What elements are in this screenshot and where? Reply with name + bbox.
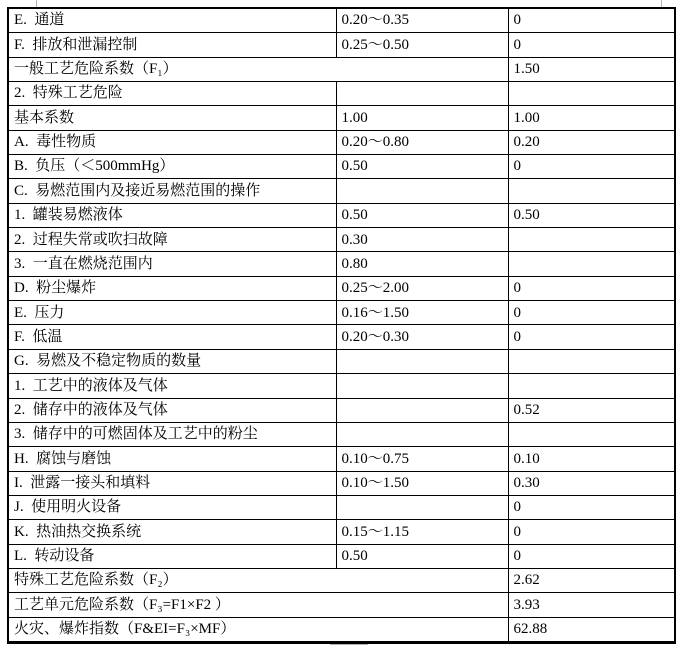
range-cell[interactable]: 0.50: [336, 155, 508, 179]
table-row: [8, 568, 675, 592]
fei-risk-table: [7, 7, 676, 644]
table-row: [8, 471, 675, 495]
item-cell[interactable]: 火灾、爆炸指数（F&EI=F₃×MF）: [8, 617, 508, 642]
value-cell[interactable]: [508, 82, 675, 106]
table-row: [8, 593, 675, 617]
table-row: [8, 495, 675, 519]
table-row: [8, 398, 675, 422]
range-cell[interactable]: 0.30: [336, 228, 508, 252]
table-row: [8, 179, 675, 203]
table-row: [8, 349, 675, 373]
value-cell[interactable]: 0: [508, 544, 675, 568]
ruler-tick-top-right: [661, 0, 662, 7]
item-cell[interactable]: G. 易燃及不稳定物质的数量: [8, 349, 336, 373]
range-cell[interactable]: 0.15～1.15: [336, 520, 508, 544]
value-cell[interactable]: 0: [508, 325, 675, 349]
item-cell[interactable]: F. 低温: [8, 325, 336, 349]
item-cell[interactable]: 2. 特殊工艺危险: [8, 82, 336, 106]
range-cell[interactable]: [336, 179, 508, 203]
value-cell[interactable]: 0: [508, 520, 675, 544]
table-row: [8, 203, 675, 227]
table-row: [8, 276, 675, 300]
value-cell[interactable]: 0.10: [508, 447, 675, 471]
value-cell[interactable]: 0.50: [508, 203, 675, 227]
range-cell[interactable]: 1.00: [336, 106, 508, 130]
item-cell[interactable]: C. 易燃范围内及接近易燃范围的操作: [8, 179, 336, 203]
range-cell[interactable]: 0.20～0.30: [336, 325, 508, 349]
table-row: [8, 252, 675, 276]
fei-table-body: [8, 8, 675, 642]
value-cell[interactable]: 2.62: [508, 568, 675, 592]
item-cell[interactable]: E. 压力: [8, 301, 336, 325]
item-cell[interactable]: F. 排放和泄漏控制: [8, 33, 336, 57]
item-cell[interactable]: 1. 罐装易燃液体: [8, 203, 336, 227]
table-row: [8, 374, 675, 398]
range-cell[interactable]: 0.10～0.75: [336, 447, 508, 471]
item-cell[interactable]: K. 热油热交换系统: [8, 520, 336, 544]
value-cell[interactable]: [508, 422, 675, 446]
table-row: [8, 447, 675, 471]
table-row: [8, 301, 675, 325]
value-cell[interactable]: 0: [508, 33, 675, 57]
table-row: [8, 155, 675, 179]
value-cell[interactable]: [508, 374, 675, 398]
range-cell[interactable]: [336, 374, 508, 398]
item-cell[interactable]: 特殊工艺危险系数（F₂）: [8, 568, 508, 592]
table-row: [8, 520, 675, 544]
value-cell[interactable]: 0.52: [508, 398, 675, 422]
value-cell[interactable]: [508, 349, 675, 373]
range-cell[interactable]: [336, 82, 508, 106]
item-cell[interactable]: L. 转动设备: [8, 544, 336, 568]
item-cell[interactable]: E. 通道: [8, 8, 336, 33]
range-cell[interactable]: [336, 422, 508, 446]
value-cell[interactable]: 1.00: [508, 106, 675, 130]
table-row: [8, 33, 675, 57]
item-cell[interactable]: H. 腐蚀与磨蚀: [8, 447, 336, 471]
range-cell[interactable]: [336, 398, 508, 422]
range-cell[interactable]: [336, 349, 508, 373]
range-cell[interactable]: 0.16～1.50: [336, 301, 508, 325]
table-row: [8, 617, 675, 642]
value-cell[interactable]: 0: [508, 155, 675, 179]
table-row: [8, 106, 675, 130]
item-cell[interactable]: B. 负压（＜500mmHg）: [8, 155, 336, 179]
table-row: [8, 325, 675, 349]
item-cell[interactable]: A. 毒性物质: [8, 130, 336, 154]
range-cell[interactable]: 0.10～1.50: [336, 471, 508, 495]
ruler-tick-top-left: [36, 0, 37, 7]
value-cell[interactable]: 0: [508, 8, 675, 33]
value-cell[interactable]: 1.50: [508, 57, 675, 81]
value-cell[interactable]: 3.93: [508, 593, 675, 617]
item-cell[interactable]: 基本系数: [8, 106, 336, 130]
table-row: [8, 228, 675, 252]
value-cell[interactable]: 0.30: [508, 471, 675, 495]
range-cell[interactable]: 0.50: [336, 544, 508, 568]
item-cell[interactable]: D. 粉尘爆炸: [8, 276, 336, 300]
value-cell[interactable]: [508, 252, 675, 276]
value-cell[interactable]: 0: [508, 495, 675, 519]
range-cell[interactable]: 0.20～0.80: [336, 130, 508, 154]
range-cell[interactable]: 0.20～0.35: [336, 8, 508, 33]
table-row: [8, 544, 675, 568]
item-cell[interactable]: 一般工艺危险系数（F₁）: [8, 57, 508, 81]
table-row: [8, 422, 675, 446]
value-cell[interactable]: [508, 228, 675, 252]
table-row: [8, 130, 675, 154]
item-cell[interactable]: 1. 工艺中的液体及气体: [8, 374, 336, 398]
item-cell[interactable]: J. 使用明火设备: [8, 495, 336, 519]
item-cell[interactable]: 3. 一直在燃烧范围内: [8, 252, 336, 276]
table-row: [8, 57, 675, 81]
value-cell[interactable]: 0.20: [508, 130, 675, 154]
item-cell[interactable]: 3. 储存中的可燃固体及工艺中的粉尘: [8, 422, 336, 446]
value-cell[interactable]: 0: [508, 276, 675, 300]
table-row: [8, 82, 675, 106]
range-cell[interactable]: 0.25～0.50: [336, 33, 508, 57]
item-cell[interactable]: 2. 储存中的液体及气体: [8, 398, 336, 422]
range-cell[interactable]: 0.50: [336, 203, 508, 227]
item-cell[interactable]: 2. 过程失常或吹扫故障: [8, 228, 336, 252]
range-cell[interactable]: [336, 495, 508, 519]
value-cell[interactable]: 62.88: [508, 617, 675, 642]
table-row: [8, 8, 675, 33]
item-cell[interactable]: 工艺单元危险系数（F₃=F1×F2 ）: [8, 593, 508, 617]
value-cell[interactable]: 0: [508, 301, 675, 325]
value-cell[interactable]: [508, 179, 675, 203]
range-cell[interactable]: 0.80: [336, 252, 508, 276]
item-cell[interactable]: I. 泄露一接头和填料: [8, 471, 336, 495]
range-cell[interactable]: 0.25～2.00: [336, 276, 508, 300]
